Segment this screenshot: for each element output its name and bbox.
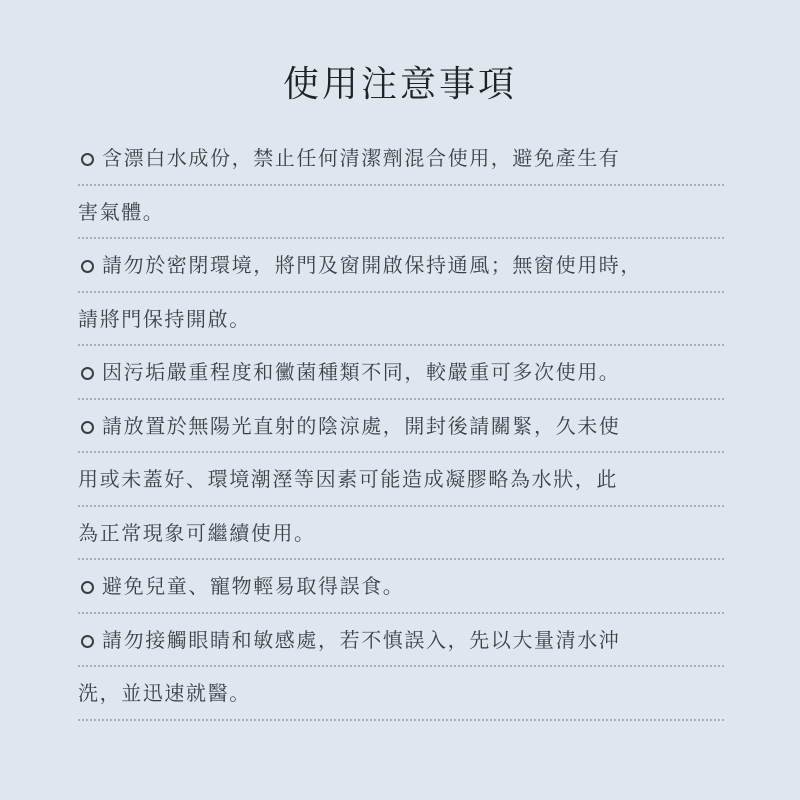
notice-text: 洗，並迅速就醫。 <box>78 681 251 705</box>
notice-line <box>78 293 724 347</box>
circle-bullet-icon <box>81 635 94 648</box>
circle-bullet-icon <box>81 581 94 594</box>
notice-text: 含漂白水成份，禁止任何清潔劑混合使用，避免產生有 <box>102 146 621 170</box>
circle-bullet-icon <box>81 367 94 380</box>
notice-text: 請放置於無陽光直射的陰涼處，開封後請關緊，久未使 <box>102 413 621 438</box>
notice-list <box>78 132 724 721</box>
notice-line <box>78 400 724 454</box>
notice-line <box>78 239 724 293</box>
notice-text: 避免兒童、寵物輕易取得誤食。 <box>102 574 405 598</box>
notice-line <box>78 667 724 721</box>
notice-line <box>78 614 724 668</box>
notice-line <box>78 186 724 240</box>
circle-bullet-icon <box>81 260 94 273</box>
notice-text: 請將門保持開啟。 <box>78 306 251 331</box>
circle-bullet-icon <box>81 421 94 434</box>
notice-line <box>78 132 724 186</box>
notice-text: 請勿於密閉環境，將門及窗開啟保持通風；無窗使用時， <box>102 253 642 277</box>
notice-text: 因污垢嚴重程度和黴菌種類不同，較嚴重可多次使用。 <box>102 360 621 384</box>
notice-line <box>78 453 724 507</box>
notice-line <box>78 346 724 400</box>
notice-text: 為正常現象可繼續使用。 <box>78 520 316 545</box>
page-title: 使用注意事項 <box>282 64 517 105</box>
notice-text: 請勿接觸眼睛和敏感處，若不慎誤入，先以大量清水沖 <box>102 627 621 652</box>
notice-line <box>78 507 724 561</box>
notice-text: 用或未蓋好、環境潮溼等因素可能造成凝膠略為水狀，此 <box>78 467 618 491</box>
notice-line <box>78 560 724 614</box>
circle-bullet-icon <box>81 153 94 166</box>
notice-text: 害氣體。 <box>78 199 165 224</box>
